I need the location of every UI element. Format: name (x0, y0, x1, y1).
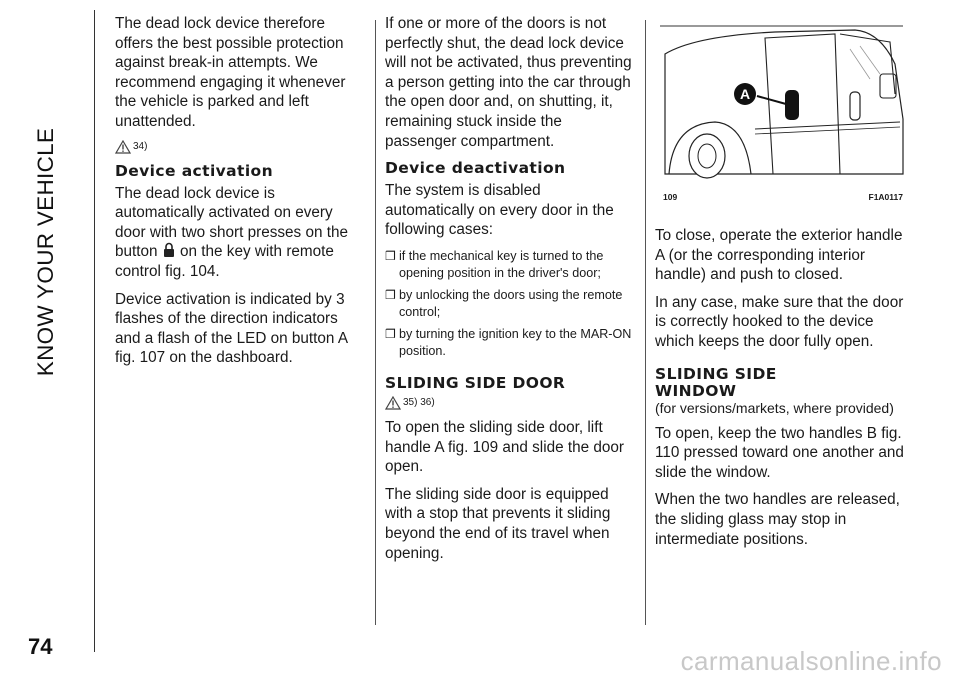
warning-triangle-icon (385, 396, 401, 410)
checkbox-bullet-icon: ❒ (385, 326, 396, 341)
paragraph: To open the sliding side door, lift handle A fig. 109 and slide the door open. (385, 418, 624, 476)
heading-device-deactivation: Device deactivation (385, 159, 566, 178)
paragraph: Device activation is indicated by 3 flashes of the direction indicators and a flash of the LED on button A fig. 107 on the dashboard. (115, 290, 348, 367)
heading-sliding-side-door: SLIDING SIDE DOOR (385, 373, 566, 392)
paragraph: To close, operate the exterior handle A (or the corresponding interior handle) and push to closed. (655, 227, 903, 284)
watermark: carmanualsonline.info (680, 646, 942, 676)
paragraph: The dead lock device therefore offers the best possible protection against break-in attempts. We recommend engaging it whenever the vehicle is parked and left unattended. (115, 15, 346, 130)
paragraph: If one or more of the doors is not perfectly shut, the dead lock device will not be activated, thus preventing a person getting into the car through the open door and, on shutting, it, remaining stuck inside the passenger compartment. (385, 15, 632, 150)
figure-number: 109 (663, 192, 678, 202)
checkbox-bullet-icon: ❒ (385, 287, 396, 302)
column-3 (655, 226, 905, 557)
warning-number: 35) 36) (403, 396, 435, 408)
paragraph: The sliding side door is equipped with a stop that prevents it sliding beyond the end of its travel when opening. (385, 485, 611, 562)
margin-rule (94, 10, 95, 652)
paragraph-text: The dead lock device is automatically activated on every door with two short presses on the button (115, 184, 348, 261)
heading-device-activation: Device activation (115, 161, 274, 180)
list-item: ❒ if the mechanical key is turned to the opening position in the driver's door; (385, 248, 604, 280)
heading-sliding-side-window: SLIDING SIDE WINDOW (655, 364, 777, 400)
condition-list (385, 248, 633, 360)
callout-label: A (739, 86, 751, 102)
figure-code: F1A0117 (868, 192, 903, 202)
section-side-label: KNOW YOUR VEHICLE (33, 127, 58, 377)
paragraph (115, 184, 363, 282)
column-divider (375, 20, 376, 625)
list-item: ❒ by turning the ignition key to the MAR-ON position. (385, 326, 632, 358)
paragraph: When the two handles are released, the sliding glass may stop in intermediate positions. (655, 491, 900, 548)
warning-number: 34) (133, 140, 148, 152)
warning-reference (385, 396, 633, 410)
checkbox-bullet-icon: ❒ (385, 248, 396, 263)
paragraph: The system is disabled automatically on every door in the following cases: (385, 182, 614, 239)
paragraph: To open, keep the two handles B fig. 110 pressed toward one another and slide the window. (655, 424, 904, 481)
heading-subtitle: (for versions/markets, where provided) (655, 399, 894, 416)
figure-sliding-door (655, 24, 905, 214)
page-number: 74 (28, 634, 53, 659)
paragraph: In any case, make sure that the door is correctly hooked to the device which keeps the door fully open. (655, 293, 904, 350)
warning-reference (115, 140, 363, 154)
warning-triangle-icon (115, 140, 131, 154)
paragraph-text: on the key with remote control fig. 104. (115, 243, 334, 280)
list-item: ❒ by unlocking the doors using the remote control; (385, 287, 623, 319)
column-divider (645, 20, 646, 625)
column-1 (115, 14, 363, 376)
column-2 (385, 14, 633, 571)
van-side-illustration (655, 24, 905, 189)
lock-icon (163, 242, 175, 258)
